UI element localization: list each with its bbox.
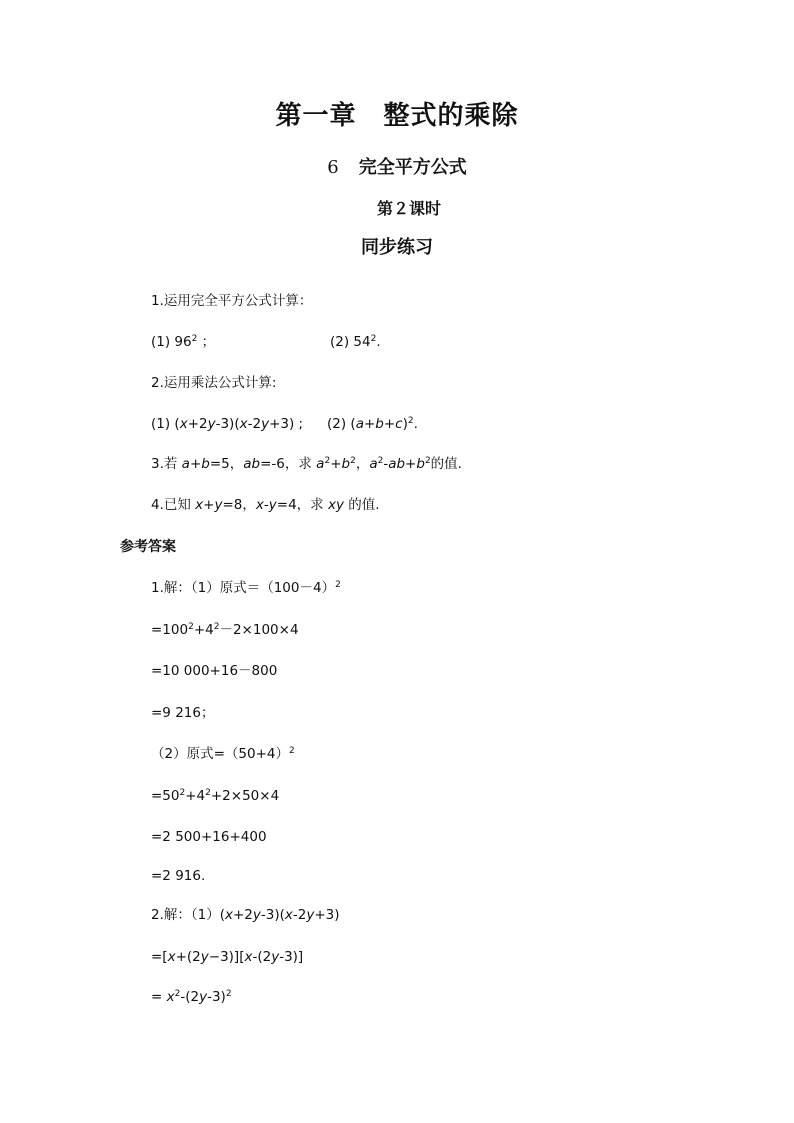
answer-1b-line-2: $=50^2+4^2+2\times 50\times 4$ xyxy=(151,788,280,804)
question-1-part-1: (1) $96^2$ ； xyxy=(151,334,216,350)
answer-1b-line-1: （2）原式$=(50+4)^2$ xyxy=(151,746,295,762)
question-2-part-2: (2) $(a+b+c)^2$. xyxy=(327,416,418,432)
answer-2-line-1: 2.解：（1）(x+2y-3)(x-2y+3) xyxy=(151,907,340,923)
answer-1-line-2: $=100^2+4^2-2\times 100\times 4$ xyxy=(151,622,299,638)
answer-1-line-4: =9 216； xyxy=(151,705,215,721)
practice-heading: 同步练习 xyxy=(361,237,433,258)
question-2-part-1: (1) (x+2y-3)(x-2y+3) ; xyxy=(151,416,304,432)
section-heading xyxy=(0,156,794,180)
question-1-part-2: (2) $54^2$. xyxy=(330,334,381,350)
section-number: 6 xyxy=(327,157,339,178)
question-3: 3.若 a+b=5，ab=-6，求 $a^2+b^2$，$a^2-ab+b^2$的值. xyxy=(151,456,462,472)
answer-2-line-2: =[x+(2y−3)][x-(2y-3)] xyxy=(151,949,304,965)
answer-1b-line-3: =2 500+16+400 xyxy=(151,829,267,845)
question-4: 4.已知 x+y=8，x-y=4，求 xy 的值. xyxy=(151,497,380,513)
answer-1-line-1: 1.解：（1）原式$=(100-4)^2$ xyxy=(151,580,341,596)
chapter-title: 第一章 整式的乘除 xyxy=(275,101,519,131)
section-title: 完全平方公式 xyxy=(358,157,467,178)
question-2-prompt: 2.运用乘法公式计算: xyxy=(151,375,277,391)
question-1-prompt: 1.运用完全平方公式计算： xyxy=(151,293,313,309)
answer-2-line-3: = $x^2-(2y-3)^2$ xyxy=(151,989,232,1005)
lesson-label: 第２课时 xyxy=(377,199,442,218)
answer-1-line-3: =10 000+16－800 xyxy=(151,663,278,679)
answer-1b-line-4: =2 916. xyxy=(151,868,206,884)
answers-heading: 参考答案 xyxy=(120,539,176,555)
